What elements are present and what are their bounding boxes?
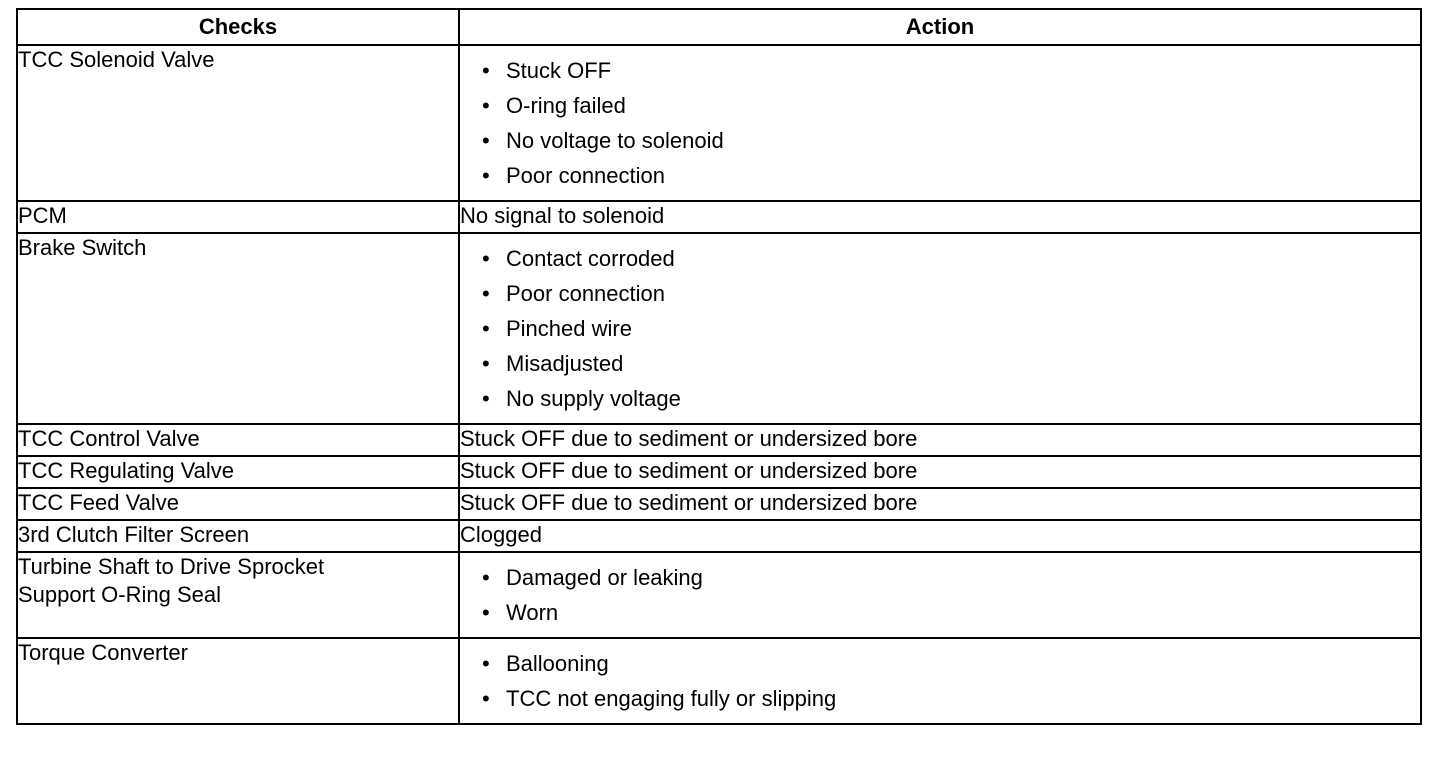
action-item: • No voltage to solenoid <box>482 126 1420 161</box>
action-item: • No supply voltage <box>482 384 1420 419</box>
table-row <box>17 233 1421 424</box>
action-list <box>460 563 1420 633</box>
action-cell: No signal to solenoid <box>459 201 1421 233</box>
action-list <box>460 244 1420 419</box>
action-item: • Worn <box>482 598 1420 633</box>
action-list <box>460 649 1420 719</box>
check-cell: TCC Solenoid Valve <box>17 45 459 201</box>
action-cell: Stuck OFF due to sediment or undersized bore <box>459 488 1421 520</box>
action-column-header: Action <box>459 9 1421 45</box>
action-cell: Stuck OFF due to sediment or undersized bore <box>459 456 1421 488</box>
table-row <box>17 552 1421 638</box>
action-item: • TCC not engaging fully or slipping <box>482 684 1420 719</box>
table-header-row <box>17 9 1421 45</box>
check-cell: TCC Feed Valve <box>17 488 459 520</box>
table-row <box>17 520 1421 552</box>
action-item: • Contact corroded <box>482 244 1420 279</box>
action-cell: Clogged <box>459 520 1421 552</box>
action-item: • Misadjusted <box>482 349 1420 384</box>
table-row <box>17 424 1421 456</box>
checks-column-header: Checks <box>17 9 459 45</box>
check-cell: PCM <box>17 201 459 233</box>
check-cell: 3rd Clutch Filter Screen <box>17 520 459 552</box>
action-cell <box>459 552 1421 638</box>
table-row <box>17 45 1421 201</box>
action-item: • Damaged or leaking <box>482 563 1420 598</box>
table-row <box>17 488 1421 520</box>
check-line: Support O-Ring Seal <box>18 582 221 607</box>
action-item: • Poor connection <box>482 161 1420 196</box>
action-cell <box>459 45 1421 201</box>
action-item: • Poor connection <box>482 279 1420 314</box>
checks-action-table <box>16 8 1422 725</box>
action-item: • Ballooning <box>482 649 1420 684</box>
check-cell: TCC Regulating Valve <box>17 456 459 488</box>
action-item: • Pinched wire <box>482 314 1420 349</box>
action-list <box>460 56 1420 196</box>
check-line: Turbine Shaft to Drive Sprocket <box>18 554 325 579</box>
action-cell <box>459 638 1421 724</box>
check-cell: Torque Converter <box>17 638 459 724</box>
action-item: • O-ring failed <box>482 91 1420 126</box>
table-row <box>17 201 1421 233</box>
check-cell: TCC Control Valve <box>17 424 459 456</box>
action-cell <box>459 233 1421 424</box>
action-item: • Stuck OFF <box>482 56 1420 91</box>
table-row <box>17 638 1421 724</box>
check-cell <box>17 552 459 638</box>
table-row <box>17 456 1421 488</box>
check-cell: Brake Switch <box>17 233 459 424</box>
action-cell: Stuck OFF due to sediment or undersized bore <box>459 424 1421 456</box>
